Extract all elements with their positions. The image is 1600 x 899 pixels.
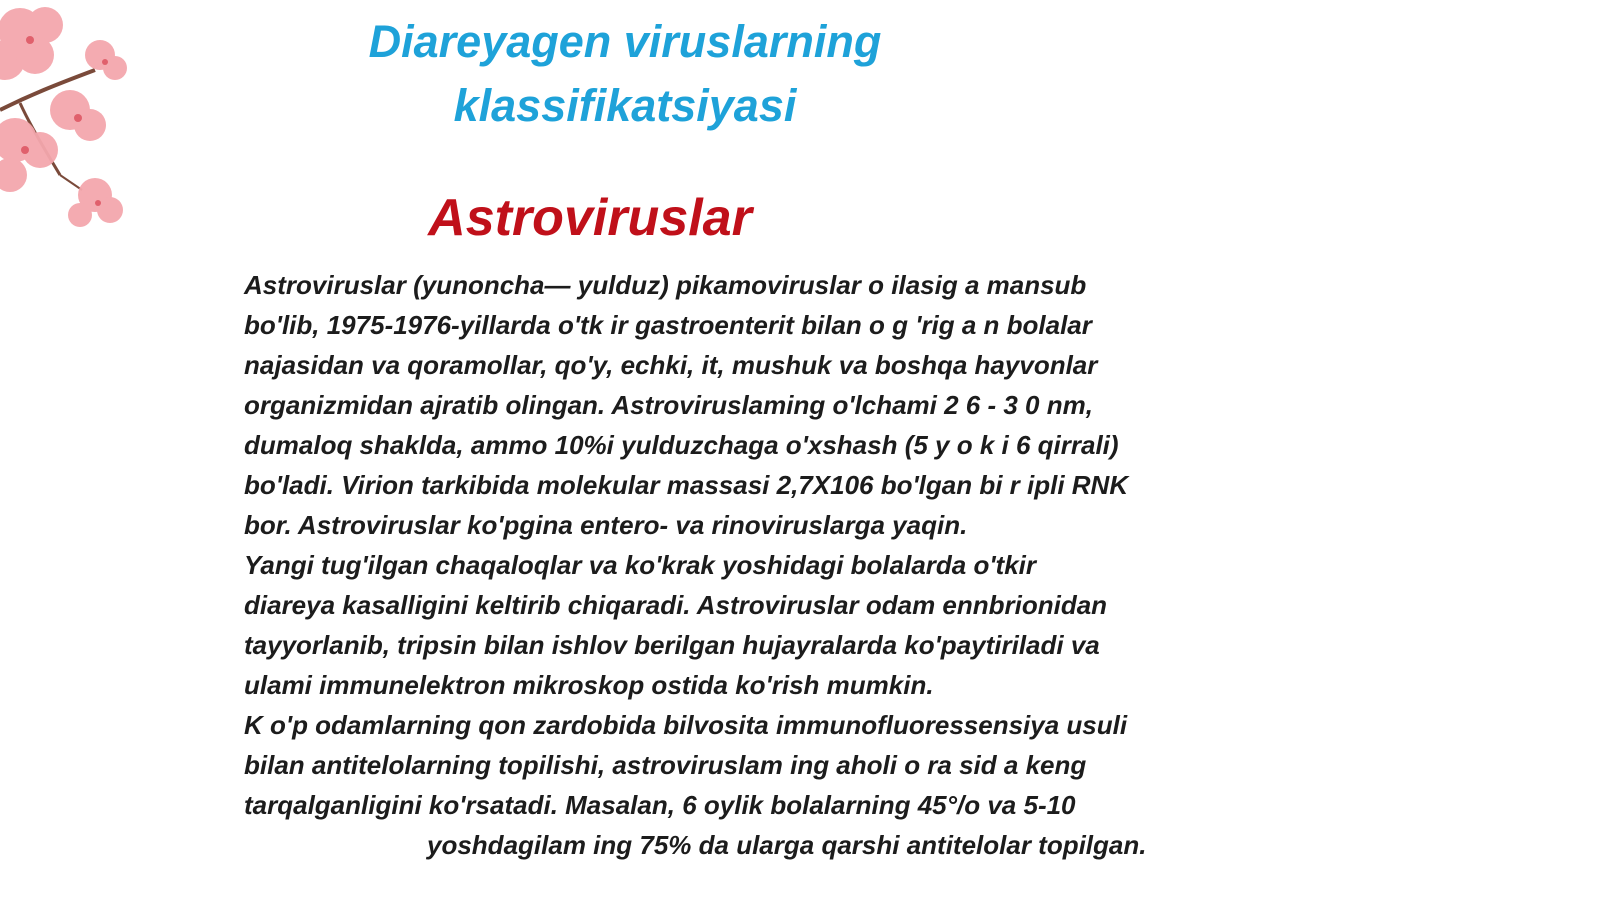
body-line: bo'lib, 1975-1976-yillarda o'tk ir gastroenterit bilan o g 'rig a n bolalar: [244, 310, 1092, 340]
slide-title-line-2: klassifikatsiyasi: [453, 80, 797, 131]
body-line: tayyorlanib, tripsin bilan ishlov berilgan hujayralarda ko'paytiriladi va: [244, 630, 1100, 660]
body-line: organizmidan ajratib olingan. Astroviruslaming o'lchami 2 6 - 3 0 nm,: [244, 390, 1093, 420]
body-line: yoshdagilam ing 75% da ularga qarshi antitelolar topilgan.: [427, 830, 1147, 860]
body-text: [244, 265, 1254, 865]
body-line: ulami immunelektron mikroskop ostida ko'rish mumkin.: [244, 670, 934, 700]
body-line: diareya kasalligini keltirib chiqaradi. Astroviruslar odam ennbrionidan: [244, 590, 1108, 620]
cherry-blossom-decoration: [0, 0, 140, 250]
section-heading: Astroviruslar: [428, 189, 752, 247]
body-line: K o'p odamlarning qon zardobida bilvosita immunofluoressensiya usuli: [244, 710, 1128, 740]
body-line: Yangi tug'ilgan chaqaloqlar va ko'krak yoshidagi bolalarda o'tkir: [244, 550, 1037, 580]
slide-title-line-1: Diareyagen viruslarning: [368, 16, 882, 67]
body-line: bilan antitelolarning topilishi, astroviruslam ing aholi o ra sid a keng: [244, 750, 1087, 780]
body-line: najasidan va qoramollar, qo'y, echki, it, mushuk va boshqa hayvonlar: [244, 350, 1098, 380]
body-line: tarqalganligini ko'rsatadi. Masalan, 6 oylik bolalarning 45°/o va 5-10: [244, 790, 1076, 820]
slide-title: [300, 10, 950, 138]
body-line: bo'ladi. Virion tarkibida molekular massasi 2,7X106 bo'lgan bi r ipli RNK: [244, 470, 1129, 500]
body-line: Astroviruslar (yunoncha— yulduz) pikamoviruslar o ilasig a mansub: [244, 270, 1087, 300]
body-line: dumaloq shaklda, ammo 10%i yulduzchaga o'xshash (5 y o k i 6 qirrali): [244, 430, 1119, 460]
body-line: bor. Astroviruslar ko'pgina entero- va rinoviruslarga yaqin.: [244, 510, 968, 540]
